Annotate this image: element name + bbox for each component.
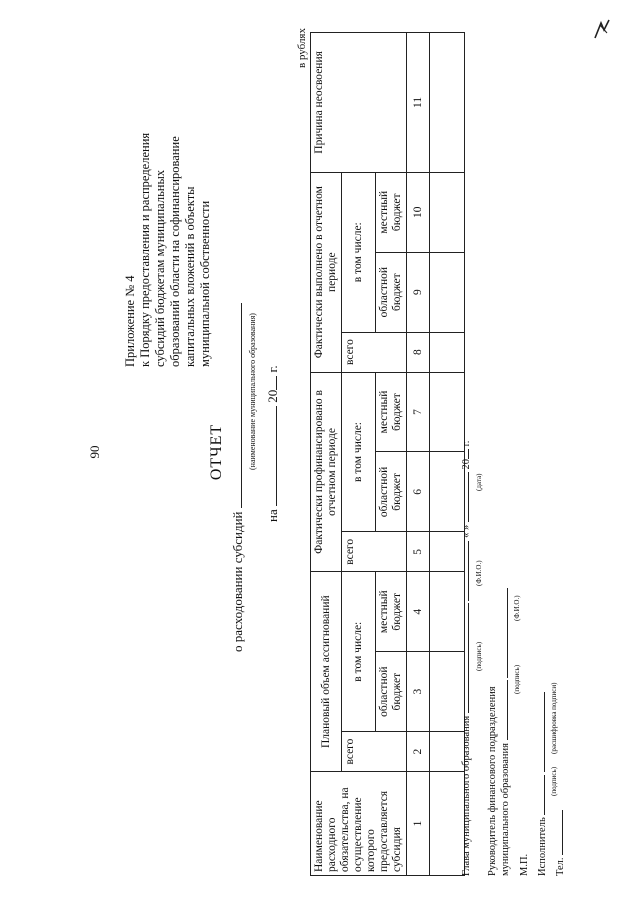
header-regional: областной бюджет [376,452,407,532]
header-total: всего [342,532,407,572]
column-number: 9 [407,252,430,332]
date-blank[interactable] [468,472,469,522]
header-total: всего [342,732,407,772]
page-number: 90 [87,445,102,459]
header-local: местный бюджет [376,572,407,652]
header-reason: Причина неосвоения [311,33,407,173]
header-local: местный бюджет [376,372,407,452]
header-incl: в том числе: [342,372,376,532]
date-quote: « » [461,524,472,538]
head-signature-line [461,441,472,876]
header-local: местный бюджет [376,172,407,252]
column-number: 2 [407,732,430,772]
column-number: 7 [407,372,430,452]
name-hint: (Ф.И.О.) [513,595,521,621]
appendix-line: субсидий бюджетам муниципальных [153,169,167,367]
column-number: 3 [407,652,430,732]
column-number-row [407,33,430,876]
header-total: всего [342,332,407,372]
sign-hint: (подпись) [475,641,483,671]
report-period-line [265,365,281,522]
head-name-blank[interactable] [468,541,469,601]
name-hint: (Ф.И.О.) [475,560,483,586]
municipality-blank [241,303,242,508]
period-suffix: г. [265,365,280,373]
finance-name-blank[interactable] [507,588,508,678]
column-number: 10 [407,172,430,252]
head-label: Глава муниципального образования [461,715,472,876]
table-data-row [430,33,465,876]
report-title: ОТЧЕТ [208,423,225,481]
report-table [310,32,465,876]
table-cell[interactable] [430,652,465,732]
table-cell[interactable] [430,172,465,252]
table-cell[interactable] [430,452,465,532]
sign-hint: (подпись) [550,766,558,796]
finance-label-1: Руководитель финансового подразделения [487,686,498,876]
table-header-row [311,33,342,876]
header-incl: в том числе: [342,572,376,732]
corner-pen-mark [592,18,612,40]
date-year-blank[interactable] [468,449,469,459]
appendix-line: муниципальной собственности [198,200,212,367]
executor-signature-line [537,692,548,876]
finance-signature-line [500,588,511,876]
date-suffix: г. [461,440,472,447]
phone-label: Тел. [555,857,566,876]
executor-label: Исполнитель [537,817,548,876]
head-sign-blank[interactable] [468,603,469,713]
column-number: 6 [407,452,430,532]
column-number: 11 [407,33,430,173]
report-subtitle-line [230,303,246,652]
table-cell[interactable] [430,532,465,572]
currency-note: в рублях [296,28,308,69]
period-prefix: на [265,509,280,522]
header-regional: областной бюджет [376,652,407,732]
appendix-title: Приложение № 4 [123,275,137,367]
period-year-blank [276,376,277,390]
decode-hint: (расшифровка подписи) [550,682,558,754]
finance-sign-blank[interactable] [507,680,508,740]
date-hint: (дата) [475,473,483,491]
column-number: 1 [407,772,430,876]
column-number: 8 [407,332,430,372]
table-cell[interactable] [430,33,465,173]
period-blank [276,406,277,506]
date-year: 20 [461,459,472,470]
sign-hint: (подпись) [513,664,521,694]
rotated-form [85,22,566,882]
municipality-hint: (наименование муниципального образования) [248,313,257,470]
period-year-prefix: 20 [265,389,280,403]
table-cell[interactable] [430,332,465,372]
executor-sign-blank[interactable] [544,775,545,815]
header-financed: Фактически профинансировано в отчетном периоде [311,372,342,572]
header-planned: Плановый объем ассигнований [311,572,342,772]
appendix-line: к Порядку предоставления и распределения [138,132,152,367]
report-subtitle: о расходовании субсидий [230,511,245,652]
appendix-line: капитальных вложений в объекты [183,186,197,367]
table-cell[interactable] [430,252,465,332]
appendix-line: образований области на софинансирование [168,136,182,367]
table-cell[interactable] [430,372,465,452]
executor-decode-blank[interactable] [544,692,545,772]
header-incl: в том числе: [342,172,376,332]
header-executed: Фактически выполнено в отчетном периоде [311,172,342,372]
table-cell[interactable] [430,732,465,772]
column-number: 4 [407,572,430,652]
seal: М.П. [519,853,530,876]
phone-line [555,810,566,876]
phone-blank[interactable] [562,810,563,855]
table-cell[interactable] [430,772,465,876]
column-number: 5 [407,532,430,572]
header-name: Наименование расходного обязательства, на осуществление которого предоставляется субсидия [311,772,407,876]
table-cell[interactable] [430,572,465,652]
appendix-block [123,27,213,367]
finance-label-2: муниципального образования [500,743,511,876]
header-regional: областной бюджет [376,252,407,332]
